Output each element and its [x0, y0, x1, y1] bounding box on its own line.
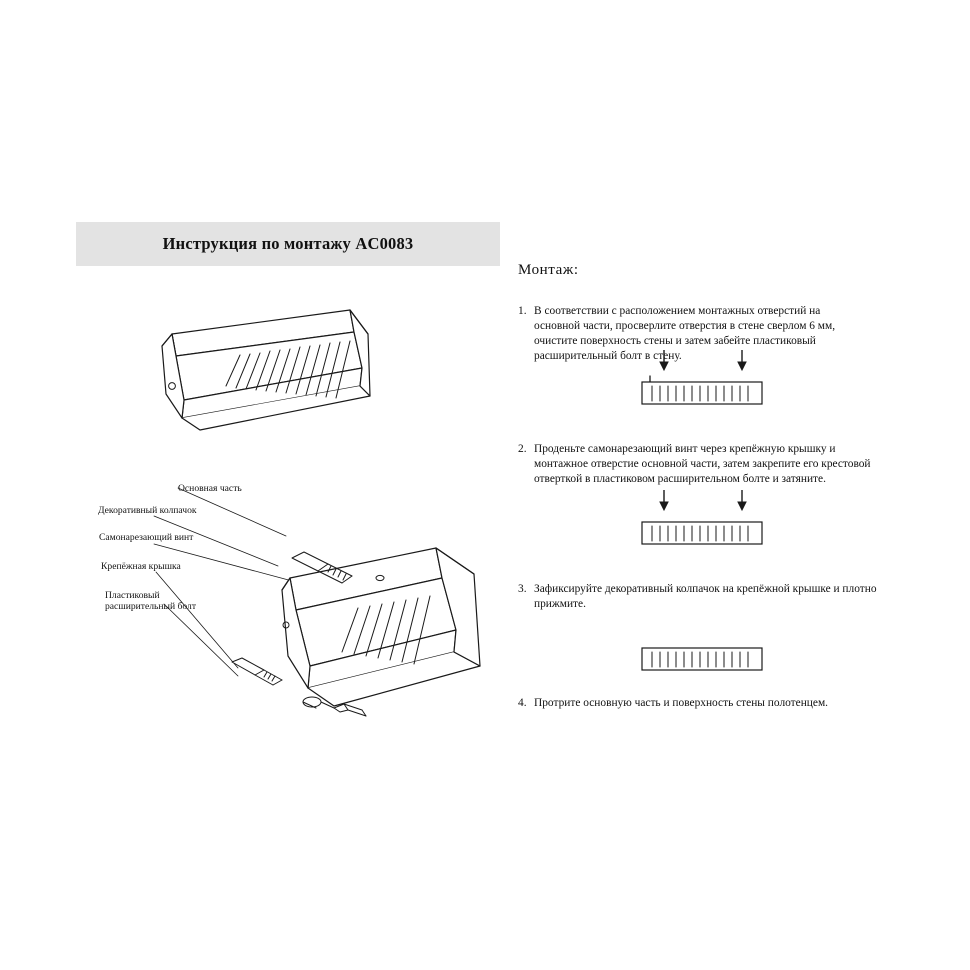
arrow-down-icon [658, 488, 748, 517]
shelf-front-vent-icon [638, 640, 766, 674]
callout-main-part: Основная часть [178, 483, 242, 494]
step-number: 1. [518, 305, 527, 317]
step-text: Зафиксируйте декоративный колпачок на крепёжной крышке и плотно прижмите. [534, 583, 877, 611]
step-number: 2. [518, 443, 527, 455]
shelf-front-vent-icon [638, 374, 766, 408]
assembly-heading: Монтаж: [518, 262, 579, 278]
callout-fixing-cover: Крепёжная крышка [101, 561, 181, 572]
step-number: 4. [518, 697, 527, 709]
step-text: Протрите основную часть и поверхность стены полотенцем. [534, 697, 829, 709]
step-text: Проденьте самонарезающий винт через крепёжную крышку и монтажное отверстие основной части, затем закрепите его крестовой отверткой в пластиковом расширительном болте и затяните. [534, 443, 871, 486]
step-number: 3. [518, 583, 527, 595]
step-text: В соответствии с расположением монтажных отверстий на основной части, просверлите отверстия в стене сверлом 6 мм, очистите поверхность стены и затем забейте пластиковый расширительный болт в стену. [534, 305, 836, 363]
assembly-step-3 [518, 582, 890, 612]
callout-self-tapping-screw: Самонарезающий винт [99, 532, 194, 543]
page-title-banner [76, 222, 500, 266]
page-title: Инструкция по монтажу AC0083 [162, 234, 414, 253]
callout-plastic-expansion-bolt: Пластиковый расширительный болт [105, 590, 197, 613]
assembly-step-4 [518, 696, 858, 711]
assembly-step-2 [518, 442, 890, 487]
assembly-steps-panel [518, 262, 918, 709]
callout-decorative-cap: Декоративный колпачок [98, 505, 197, 516]
shelf-assembly-icon [140, 290, 400, 460]
shelf-front-vent-icon [638, 514, 766, 548]
arrow-down-icon [658, 348, 748, 377]
